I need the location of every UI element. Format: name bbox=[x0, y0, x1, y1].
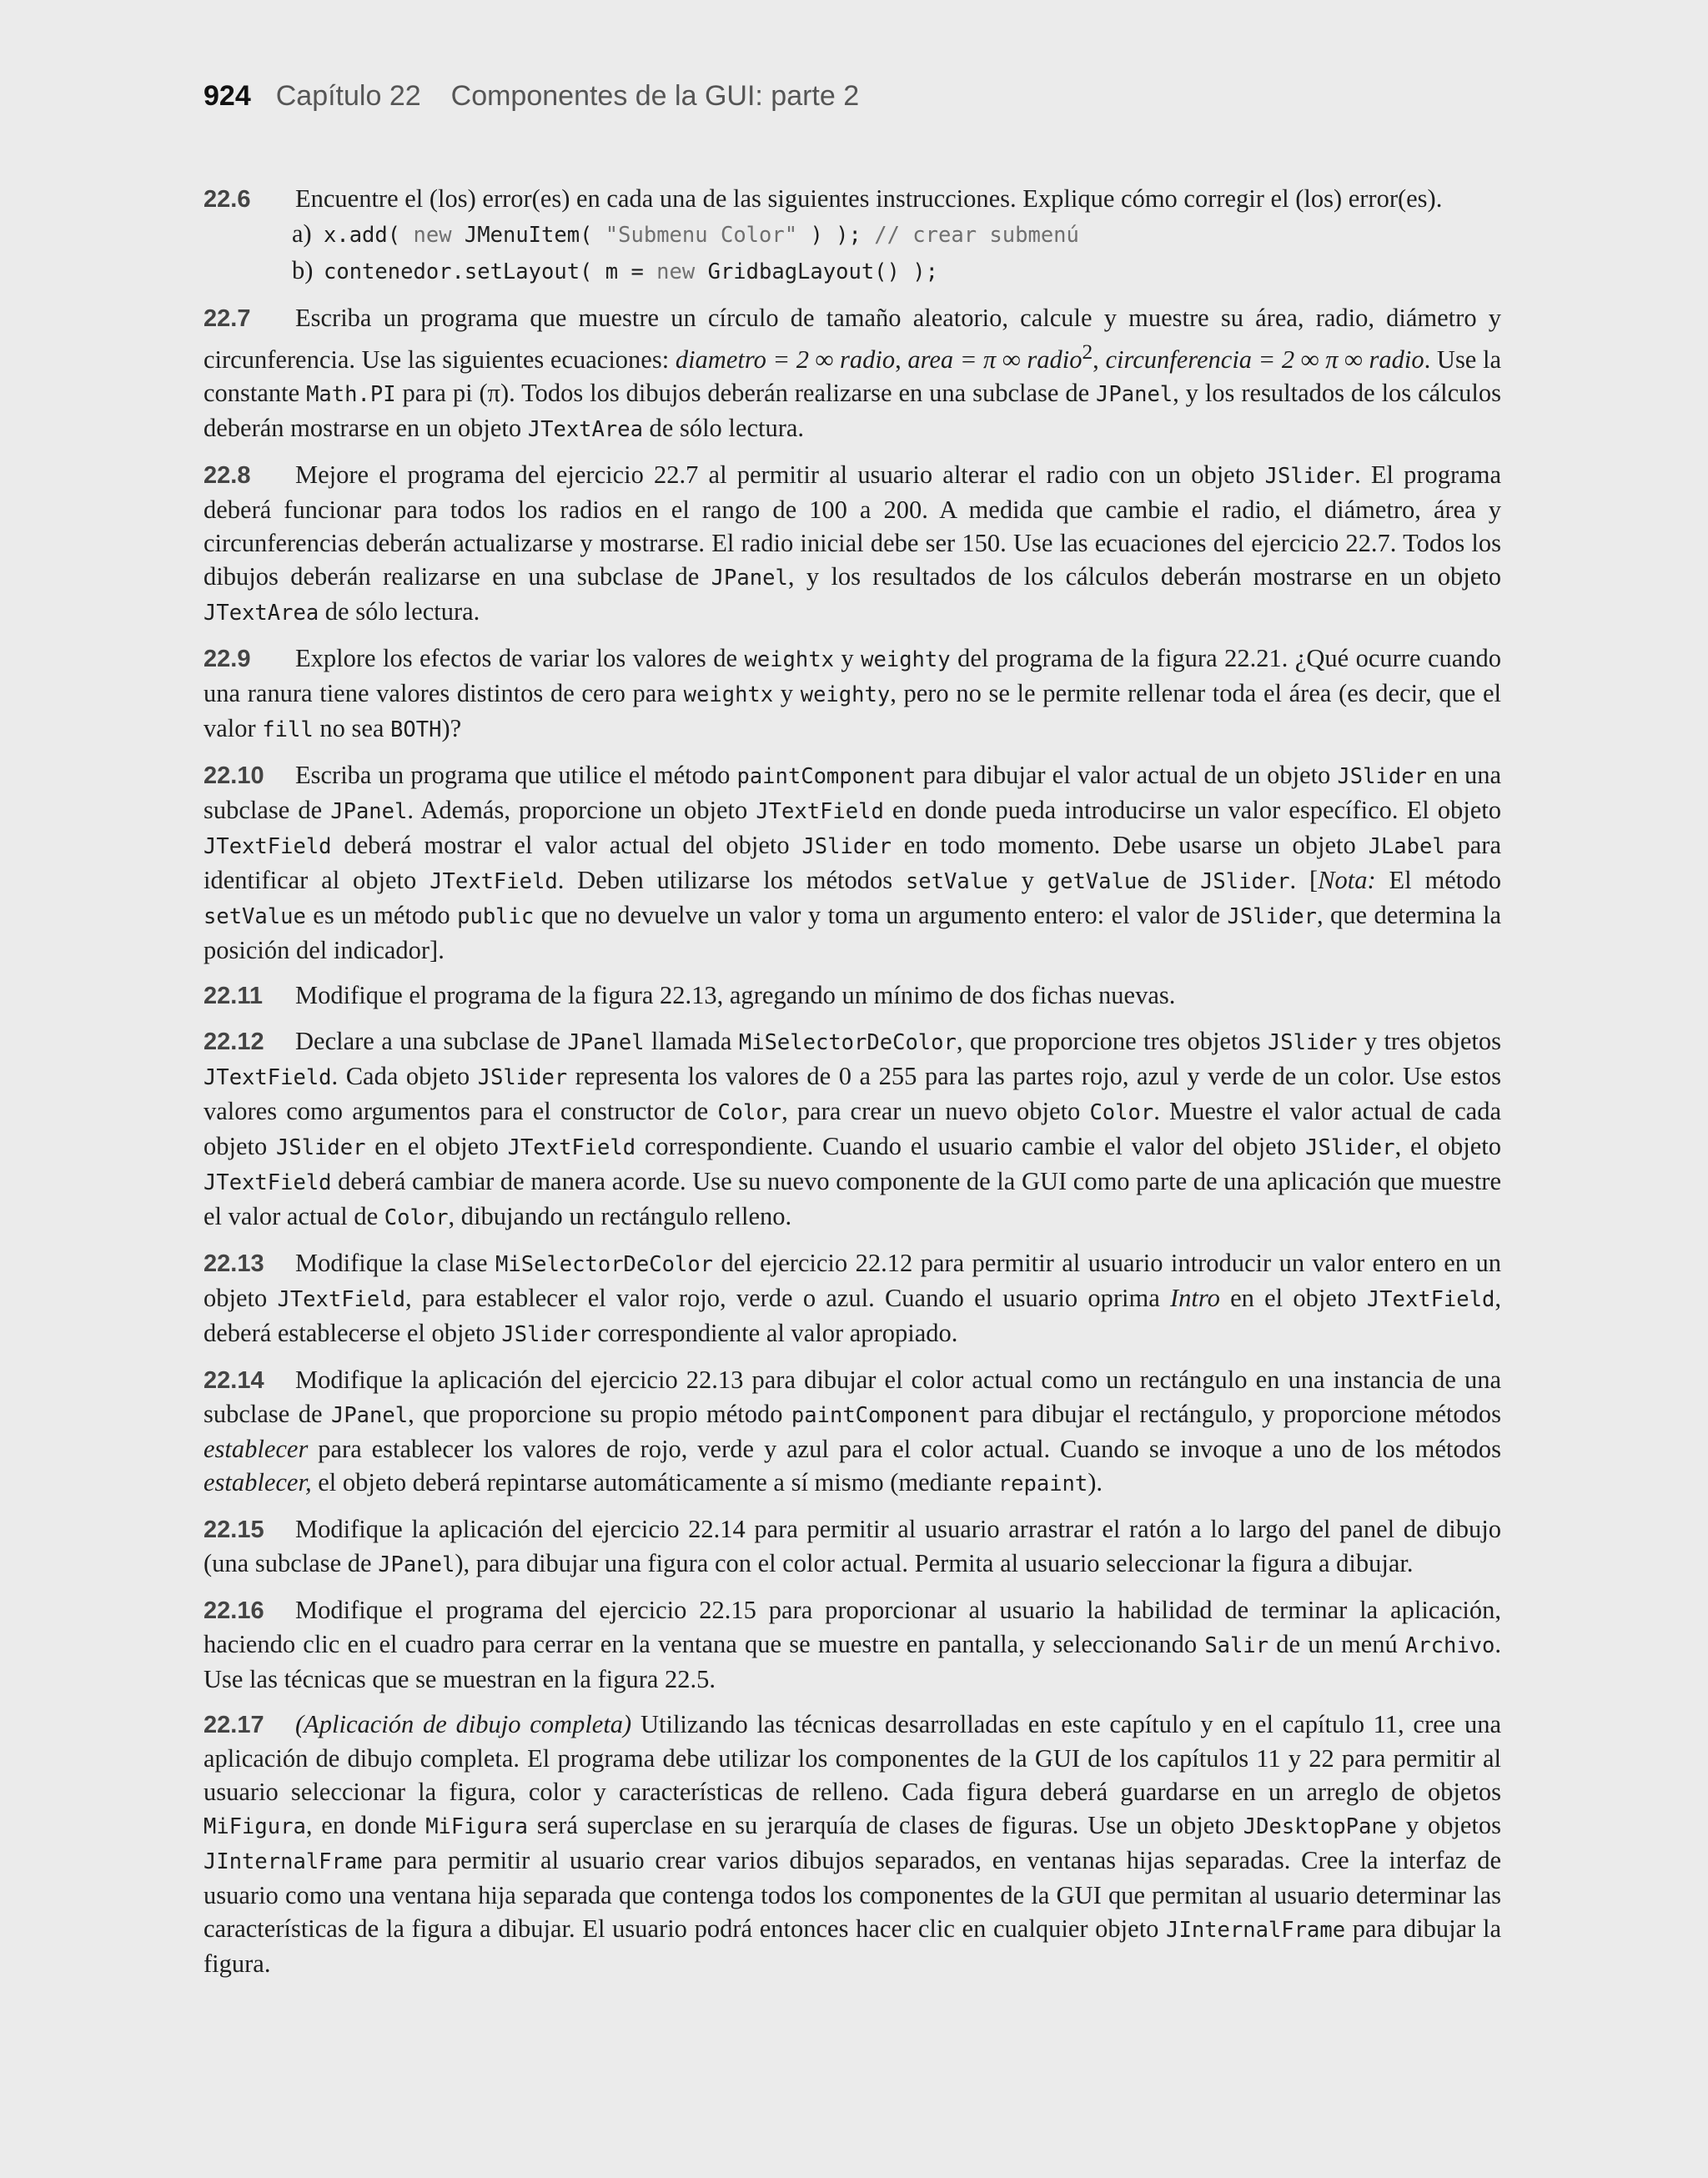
exercise-22-6 bbox=[203, 182, 1501, 289]
inline-code: JSlider bbox=[1337, 764, 1427, 790]
text-run: de bbox=[1149, 866, 1201, 895]
text-run: Modifique la aplicación del ejercicio 22.14 para permitir al usuario arrastrar el ratón a lo largo del panel de dibujo (una subclase de bbox=[203, 1515, 1501, 1578]
text-run: del programa de la figura 22.21. ¿Qué ocurre cuando una ranura tiene valores distintos de cero para bbox=[203, 644, 1502, 708]
text-run: es un método bbox=[305, 901, 458, 930]
text-run: , el objeto bbox=[1394, 1132, 1501, 1161]
text-run: en el objeto bbox=[365, 1132, 508, 1161]
text-run: deberá mostrar el valor actual del objeto bbox=[331, 831, 802, 860]
italic-text: Intro bbox=[1169, 1284, 1220, 1313]
text-run: de sólo lectura. bbox=[642, 414, 805, 443]
code-token: contenedor.setLayout( m = bbox=[324, 259, 644, 284]
exercise-number: 22.8 bbox=[203, 462, 251, 490]
inline-code: JSlider bbox=[1267, 1030, 1358, 1056]
code-item-b bbox=[203, 253, 1501, 289]
inline-code: JSlider bbox=[1264, 464, 1355, 490]
exercise-22-7 bbox=[203, 301, 1501, 446]
text-run: del ejercicio 22.12 para permitir al usuario introducir un valor entero en un objeto bbox=[203, 1249, 1501, 1313]
inline-code: weightx bbox=[744, 647, 834, 673]
exercise-number: 22.10 bbox=[203, 762, 264, 790]
exercise-22-8 bbox=[203, 458, 1501, 630]
text-run: . Muestre el valor actual de cada objeto bbox=[203, 1097, 1501, 1161]
exercise-22-13 bbox=[203, 1246, 1501, 1351]
text-run: . [ bbox=[1289, 866, 1319, 895]
inline-code: JPanel bbox=[711, 566, 788, 591]
inline-code: BOTH bbox=[390, 717, 442, 743]
text-run: El método bbox=[1375, 866, 1501, 895]
text-run: , que determina la posición del indicador]. bbox=[203, 901, 1501, 965]
text-run: ). bbox=[1088, 1468, 1103, 1497]
code-line-b bbox=[324, 259, 938, 284]
text-run: y bbox=[833, 644, 862, 673]
text-run: , para crear un nuevo objeto bbox=[781, 1097, 1090, 1126]
page-number: 924 bbox=[203, 80, 251, 112]
text-run: no sea bbox=[313, 714, 391, 743]
inline-code: JTextField bbox=[507, 1135, 636, 1161]
inline-code: paintComponent bbox=[791, 1403, 971, 1429]
text-run: . Además, proporcione un objeto bbox=[407, 796, 756, 825]
inline-code: weighty bbox=[861, 647, 951, 673]
exercise-number: 22.12 bbox=[203, 1029, 264, 1056]
inline-code: Archivo bbox=[1404, 1633, 1495, 1659]
inline-code: MiFigura bbox=[203, 1814, 306, 1840]
text-run: , que proporcione tres objetos bbox=[956, 1027, 1268, 1056]
text-run: para dibujar el valor actual de un objeto bbox=[916, 761, 1338, 790]
inline-code: fill bbox=[262, 717, 314, 743]
exercise-22-10 bbox=[203, 758, 1501, 967]
exercise-22-14 bbox=[203, 1363, 1501, 1501]
inline-code: JTextField bbox=[756, 799, 884, 825]
text-run: el objeto deberá repintarse automáticamente a sí mismo (mediante bbox=[311, 1468, 998, 1497]
exercise-list bbox=[203, 182, 1501, 1992]
inline-code: repaint bbox=[997, 1471, 1088, 1497]
text-run: de sólo lectura. bbox=[319, 597, 480, 626]
inline-code: JPanel bbox=[330, 799, 408, 825]
text-run: Explore los efectos de variar los valores de bbox=[295, 644, 745, 673]
text-run: en una subclase de bbox=[203, 761, 1502, 825]
code-token: GridbagLayout() ); bbox=[707, 259, 938, 284]
inline-code: JPanel bbox=[330, 1403, 409, 1429]
exercise-number: 22.16 bbox=[203, 1597, 264, 1625]
text-run: Modifique la clase bbox=[295, 1249, 496, 1278]
formula-circumference: circunferencia = 2 ∞ π ∞ radio bbox=[1105, 345, 1424, 375]
inline-code: JPanel bbox=[1096, 382, 1173, 408]
text-run: Modifique la aplicación del ejercicio 22.13 para dibujar el color actual como un rectángulo en una instancia de una subclase de bbox=[203, 1366, 1501, 1429]
formula-area: area = π ∞ radio bbox=[907, 345, 1083, 375]
text-run: . Deben utilizarse los métodos bbox=[557, 866, 906, 895]
text-run: correspondiente al valor apropiado. bbox=[590, 1319, 958, 1348]
text-run: , y los resultados de los cálculos deberán mostrarse en un objeto bbox=[787, 562, 1501, 591]
exercise-number: 22.9 bbox=[203, 646, 251, 673]
item-label: b) bbox=[292, 256, 314, 284]
text-run: , bbox=[895, 345, 908, 375]
inline-code: MiSelectorDeColor bbox=[495, 1252, 714, 1278]
inline-code: weighty bbox=[800, 682, 891, 708]
exercise-number: 22.7 bbox=[203, 305, 251, 332]
code-token: x.add( bbox=[324, 223, 401, 248]
exercise-number: 22.6 bbox=[203, 186, 251, 213]
code-token: JMenuItem( bbox=[464, 223, 593, 248]
code-item-a bbox=[203, 216, 1501, 253]
text-run: ), para dibujar una figura con el color actual. Permita al usuario seleccionar la figura a dibujar. bbox=[455, 1549, 1414, 1578]
inline-code: JPanel bbox=[378, 1552, 455, 1578]
code-comment: // crear submenú bbox=[874, 223, 1079, 248]
inline-code: Salir bbox=[1204, 1633, 1269, 1659]
exercise-22-12 bbox=[203, 1024, 1501, 1235]
exercise-22-17 bbox=[203, 1708, 1501, 1980]
text-run: para pi (π). Todos los dibujos deberán realizarse en una subclase de bbox=[395, 379, 1097, 408]
inline-code: JTextField bbox=[430, 869, 558, 895]
text-run: , deberá establecerse el objeto bbox=[203, 1284, 1501, 1348]
inline-code: JSlider bbox=[1305, 1135, 1395, 1161]
text-run: y objetos bbox=[1397, 1811, 1501, 1840]
text-run: Utilizando las técnicas desarrolladas en este capítulo y en el capítulo 11, cree una aplicación de dibujo completa. El programa debe utilizar los componentes de la GUI de los capítulos 11 y 22 para permitir al usuario seleccionar la figura, color y características de relleno. Cada figura deberá guardarse en un arreglo de objetos bbox=[203, 1710, 1501, 1807]
exercise-number: 22.15 bbox=[203, 1517, 264, 1544]
text-run: , dibujando un rectángulo relleno. bbox=[448, 1202, 792, 1231]
text-run: Declare a una subclase de bbox=[295, 1027, 568, 1056]
inline-code: Color bbox=[384, 1205, 449, 1231]
text-run: . El programa deberá funcionar para todos los radios en el rango de 100 a 200. A medida que cambie el radio, el diámetro, área y circunferencias deberán actualizarse y mostrarse. El radio inicial debe ser 150. Use las ecuaciones del ejercicio 22.7. Todos los dibujos deberán realizarse en una subclase de bbox=[203, 460, 1502, 591]
text-run: )? bbox=[441, 714, 462, 743]
text-run: . Cada objeto bbox=[331, 1062, 478, 1091]
inline-code: setValue bbox=[203, 904, 306, 930]
text-run: para establecer los valores de rojo, verde y azul para el color actual. Cuando se invoque a uno de los métodos bbox=[308, 1435, 1501, 1464]
text-run: Mejore el programa del ejercicio 22.7 al permitir al usuario alterar el radio con un objeto bbox=[295, 460, 1265, 490]
text-run: en donde pueda introducirse un valor específico. El objeto bbox=[883, 796, 1501, 825]
text-run: para permitir al usuario crear varios dibujos separados, en ventanas hijas separadas. Cree la interfaz de usuario como una ventana hija separada que contenga todos los componentes de la GUI que permitan al usuario determinar las características de la figura a dibujar. El usuario podrá entonces hacer clic en cualquier objeto bbox=[203, 1846, 1501, 1944]
inline-code: JDesktopPane bbox=[1243, 1814, 1398, 1840]
inline-code: JTextField bbox=[203, 1170, 332, 1196]
inline-code: JSlider bbox=[477, 1065, 568, 1091]
exercise-number: 22.17 bbox=[203, 1712, 264, 1739]
italic-text: Nota: bbox=[1318, 866, 1376, 895]
italic-text: (Aplicación de dibujo completa) bbox=[295, 1710, 632, 1739]
text-run: . Use las técnicas que se muestran en la figura 22.5. bbox=[203, 1630, 1501, 1694]
inline-code: JInternalFrame bbox=[1166, 1918, 1346, 1944]
inline-code: getValue bbox=[1047, 869, 1150, 895]
italic-text: establecer bbox=[203, 1435, 309, 1464]
inline-code: JTextField bbox=[1366, 1287, 1495, 1313]
text-run: . Use la constante bbox=[203, 345, 1502, 408]
text-run: representa los valores de 0 a 255 para las partes rojo, azul y verde de un color. Use estos valores como argumentos para el constructor de bbox=[203, 1062, 1501, 1126]
text-run: en todo momento. Debe usarse un objeto bbox=[891, 831, 1369, 860]
inline-code: JSlider bbox=[1200, 869, 1290, 895]
inline-code: JTextArea bbox=[527, 417, 643, 443]
text-run: y bbox=[773, 679, 801, 708]
text-run: , en donde bbox=[305, 1811, 426, 1840]
italic-text: establecer, bbox=[203, 1468, 312, 1497]
text-run: será superclase en su jerarquía de clases de figuras. Use un objeto bbox=[528, 1811, 1243, 1840]
text-run: para dibujar la figura. bbox=[203, 1914, 1501, 1979]
exercise-22-11 bbox=[203, 978, 1501, 1013]
text-run: correspondiente. Cuando el usuario cambie el valor del objeto bbox=[635, 1132, 1306, 1161]
inline-code: public bbox=[457, 904, 535, 930]
inline-code: MiSelectorDeColor bbox=[738, 1030, 957, 1056]
code-string: "Submenu Color" bbox=[605, 223, 798, 248]
text-run: Escriba un programa que muestre un círculo de tamaño aleatorio, calcule y muestre su área, radio, diámetro y circunferencia. Use las siguientes ecuaciones: bbox=[203, 304, 1501, 375]
superscript: 2 bbox=[1082, 340, 1093, 364]
exercise-22-9 bbox=[203, 641, 1501, 747]
exercise-text: Encuentre el (los) error(es) en cada una de las siguientes instrucciones. Explique cómo corregir el (los) error(es). bbox=[295, 184, 1443, 213]
inline-code: JSlider bbox=[1227, 904, 1317, 930]
text-run: que no devuelve un valor y toma un argumento entero: el valor de bbox=[534, 901, 1228, 930]
chapter-title: Componentes de la GUI: parte 2 bbox=[450, 80, 860, 112]
text-run: llamada bbox=[644, 1027, 739, 1056]
inline-code: JSlider bbox=[276, 1135, 366, 1161]
exercise-22-16 bbox=[203, 1593, 1501, 1696]
text-run: , y los resultados de los cálculos deberán mostrarse en un objeto bbox=[203, 379, 1501, 443]
text-run: para dibujar el rectángulo, y proporcione métodos bbox=[970, 1400, 1501, 1429]
text-run: , que proporcione su propio método bbox=[408, 1400, 791, 1429]
inline-code: JLabel bbox=[1368, 834, 1445, 860]
code-token: ) ); bbox=[810, 223, 862, 248]
inline-code: Math.PI bbox=[306, 382, 396, 408]
chapter-label: Capítulo 22 bbox=[275, 80, 421, 112]
inline-code: MiFigura bbox=[425, 1814, 529, 1840]
inline-code: Color bbox=[1089, 1100, 1154, 1126]
text-run: , para establecer el valor rojo, verde o azul. Cuando el usuario oprima bbox=[405, 1284, 1170, 1313]
inline-code: JTextArea bbox=[203, 601, 319, 626]
exercise-number: 22.11 bbox=[203, 983, 263, 1010]
inline-code: JSlider bbox=[801, 834, 892, 860]
text-run: , pero no se le permite rellenar toda el área (es decir, que el valor bbox=[203, 679, 1502, 743]
text-run: Modifique el programa de la figura 22.13, agregando un mínimo de dos fichas nuevas. bbox=[295, 981, 1176, 1010]
exercise-number: 22.14 bbox=[203, 1367, 264, 1395]
text-run: y tres objetos bbox=[1357, 1027, 1501, 1056]
inline-code: paintComponent bbox=[736, 764, 917, 790]
running-header bbox=[203, 80, 859, 113]
inline-code: JPanel bbox=[567, 1030, 645, 1056]
item-label: a) bbox=[292, 219, 312, 248]
text-run: de un menú bbox=[1268, 1630, 1405, 1659]
inline-code: JTextField bbox=[203, 1065, 332, 1091]
text-run: para identificar al objeto bbox=[203, 831, 1501, 895]
inline-code: JInternalFrame bbox=[203, 1849, 383, 1875]
inline-code: setValue bbox=[905, 869, 1008, 895]
inline-code: JTextField bbox=[277, 1287, 405, 1313]
inline-code: Color bbox=[717, 1100, 782, 1126]
text-run: en el objeto bbox=[1219, 1284, 1367, 1313]
code-keyword: new bbox=[413, 223, 452, 248]
inline-code: JSlider bbox=[501, 1322, 591, 1348]
formula-diameter: diametro = 2 ∞ radio bbox=[675, 345, 896, 375]
inline-code: JTextField bbox=[203, 834, 332, 860]
text-run: , bbox=[1093, 345, 1106, 375]
text-run: deberá cambiar de manera acorde. Use su nuevo componente de la GUI como parte de una aplicación que muestre el valor actual de bbox=[203, 1167, 1501, 1231]
code-line-a bbox=[324, 223, 1079, 248]
exercise-22-15 bbox=[203, 1512, 1501, 1582]
exercise-number: 22.13 bbox=[203, 1250, 264, 1278]
text-run: y bbox=[1007, 866, 1047, 895]
text-run: Escriba un programa que utilice el método bbox=[295, 761, 737, 790]
text-run: Modifique el programa del ejercicio 22.15 para proporcionar al usuario la habilidad de terminar la aplicación, haciendo clic en el cuadro para cerrar en la ventana que se muestre en pantalla, y seleccionando bbox=[203, 1596, 1501, 1659]
code-keyword: new bbox=[656, 259, 696, 284]
inline-code: weightx bbox=[683, 682, 774, 708]
